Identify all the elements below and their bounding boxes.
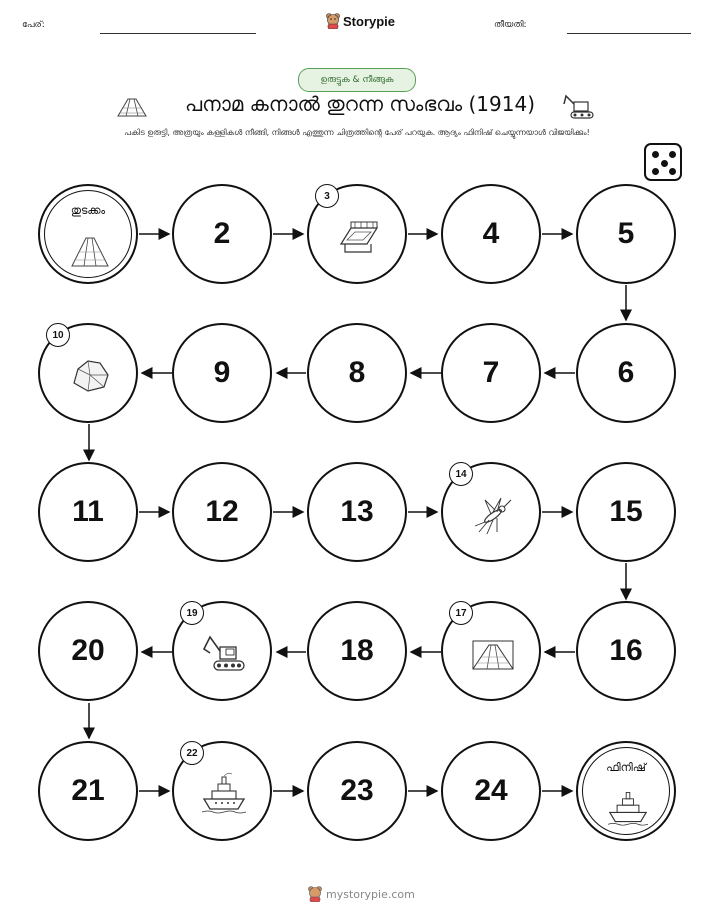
start-cell[interactable] [38, 184, 138, 284]
board-cell[interactable]: 13 [307, 462, 407, 562]
picture-cell[interactable] [441, 462, 541, 562]
board-cell[interactable]: 2 [172, 184, 272, 284]
cell-number-badge: 22 [180, 741, 204, 765]
finish-label: ഫിനിഷ് [606, 761, 646, 774]
cell-number-badge: 3 [315, 184, 339, 208]
finish-cell[interactable] [576, 741, 676, 841]
picture-cell[interactable] [441, 601, 541, 701]
game-type-tag: ഉരുട്ടുക & നീങ്ങുക [298, 68, 416, 92]
board-cell[interactable]: 12 [172, 462, 272, 562]
picture-cell[interactable] [172, 601, 272, 701]
cell-number-badge: 17 [449, 601, 473, 625]
picture-cell[interactable] [172, 741, 272, 841]
canal-icon [70, 230, 110, 270]
bear-mascot-icon [308, 886, 322, 902]
canal-lock-icon [337, 214, 381, 258]
cell-number-badge: 19 [180, 601, 204, 625]
footer [308, 886, 415, 902]
footer-url[interactable]: mystorypie.com [326, 887, 415, 901]
steamship-icon [202, 771, 246, 815]
board-cell[interactable]: 16 [576, 601, 676, 701]
board-cell[interactable]: 4 [441, 184, 541, 284]
mosquito-icon [471, 492, 515, 536]
name-label: പേര്: [22, 20, 45, 30]
board-cell[interactable]: 9 [172, 323, 272, 423]
brand-name: Storypie [343, 13, 396, 29]
board-cell[interactable]: 24 [441, 741, 541, 841]
board-cell[interactable]: 8 [307, 323, 407, 423]
board-cell[interactable]: 20 [38, 601, 138, 701]
picture-cell[interactable] [307, 184, 407, 284]
board-cell[interactable]: 18 [307, 601, 407, 701]
board-cell[interactable]: 23 [307, 741, 407, 841]
cell-number-badge: 10 [46, 323, 70, 347]
board-cell[interactable]: 11 [38, 462, 138, 562]
date-label: തീയതി: [494, 20, 527, 30]
rock-icon [68, 353, 112, 397]
cell-number-badge: 14 [449, 462, 473, 486]
page-title: പനാമ കനാൽ തുറന്ന സംഭവം (1914) [184, 92, 535, 116]
board-cell[interactable]: 5 [576, 184, 676, 284]
board-cell[interactable]: 6 [576, 323, 676, 423]
board-cell[interactable]: 7 [441, 323, 541, 423]
picture-cell[interactable] [38, 323, 138, 423]
excavator-icon [202, 631, 246, 675]
instructions: പകിട ഉരുട്ടി, അത്രയും കള്ളികൾ നീങ്ങി, നിങ്ങൾ എത്തുന്ന ചിത്രത്തിന്റെ പേര് പറയുക. ആദ്യം ഫിനിഷ് ചെയ്യുന്നയാൾ വിജയിക്കും! [124, 128, 590, 137]
steamship-icon [608, 787, 648, 827]
canal-icon [471, 631, 515, 675]
board-cell[interactable]: 15 [576, 462, 676, 562]
start-label: തുടക്കം [70, 204, 106, 217]
board-cell[interactable]: 21 [38, 741, 138, 841]
